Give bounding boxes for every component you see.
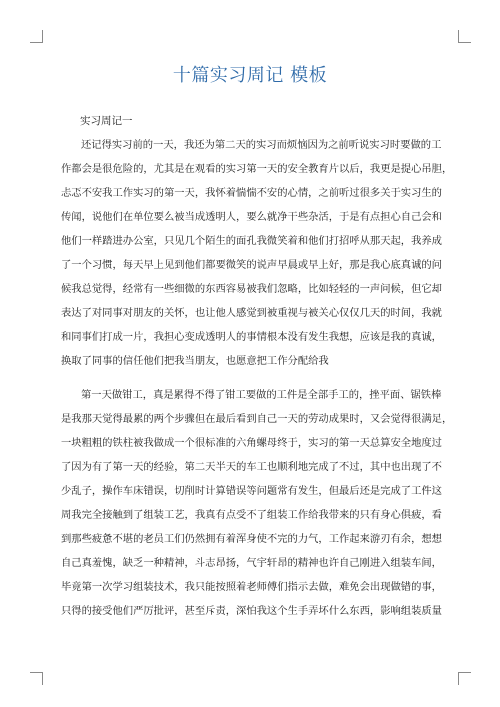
body-line: 还记得实习前的一天，我还为第二天的实习而烦恼因为之前听说实习时要做的工 bbox=[81, 139, 442, 151]
body-line: 第一天做钳工，真是累得不得了钳工要做的工件是全部手工的，挫平面、锯铁棒 bbox=[81, 389, 442, 401]
body-line: 是我那天觉得最累的两个步骤但在最后看到自己一天的劳动成果时，又会觉得很满足， bbox=[61, 413, 453, 425]
body-line: 了因为有了第一天的经验，第二天半天的车工也顺利地完成了不过，其中也出现了不 bbox=[61, 461, 442, 473]
body-line: 和同事们打成一片，我担心变成透明人的事情根本没有发生我想，应该是我的真诚， bbox=[61, 331, 442, 343]
body-line: 毕竟第一次学习组装技术，我只能按照着老师傅们指示去做，难免会出现做错的事， bbox=[61, 581, 442, 593]
body-line: 作都会是很危险的，尤其是在观看的实习第一天的安全教育片以后，我更是提心吊胆， bbox=[61, 163, 453, 175]
crop-mark-bottom-right bbox=[458, 672, 471, 685]
body-line: 只得的接受他们严厉批评，甚至斥责，深怕我这个生手弄坏什么东西，影响组装质量 bbox=[61, 605, 442, 617]
body-line: 一块粗粗的铁柱被我做成一个很标准的六角螺母终于，实习的第一天总算安全地度过 bbox=[61, 437, 442, 449]
body-line: 表达了对同事对朋友的关怀，也让他人感觉到被重视与被关心仅仅几天的时间，我就 bbox=[61, 307, 442, 319]
body-line: 到那些疲惫不堪的老员工们仍然拥有着浑身使不完的力气，工作起来游刃有余，想想 bbox=[61, 533, 442, 545]
crop-mark-bottom-left bbox=[30, 672, 43, 685]
body-line: 自己真羞愧，缺乏一种精神，斗志昂扬，气宇轩昂的精神也许自己刚进入组装车间， bbox=[61, 557, 442, 569]
document-title: 十篇实习周记 模板 bbox=[172, 65, 328, 86]
body-line: 周我完全接触到了组装工艺，我真有点受不了组装工作给我带来的只有身心俱疲，看 bbox=[61, 509, 442, 521]
body-line: 换取了同事的信任他们把我当朋友，也愿意把工作分配给我 bbox=[61, 355, 329, 367]
body-line: 少乱子，操作车床错误，切削时计算错误等问题常有发生，但最后还是完成了工件这 bbox=[61, 485, 442, 497]
body-line: 忐忑不安我工作实习的第一天，我怀着惴惴不安的心情，之前听过很多关于实习生的 bbox=[61, 187, 442, 199]
crop-mark-top-right bbox=[458, 30, 471, 43]
body-line: 候我总觉得，经常有一些细微的东西容易被我们忽略，比如轻轻的一声问候，但它却 bbox=[61, 283, 442, 295]
section-heading: 实习周记一 bbox=[80, 115, 133, 127]
body-line: 他们一样踏进办公室，只见几个陌生的面孔我微笑着和他们打招呼从那天起，我养成 bbox=[61, 235, 442, 247]
crop-mark-top-left bbox=[30, 30, 43, 43]
body-line: 传闻，说他们在单位要么被当成透明人，要么就净干些杂活，于是有点担心自己会和 bbox=[61, 211, 442, 223]
body-line: 了一个习惯，每天早上见到他们都要微笑的说声早晨或早上好，那是我心底真诚的问 bbox=[61, 259, 442, 271]
